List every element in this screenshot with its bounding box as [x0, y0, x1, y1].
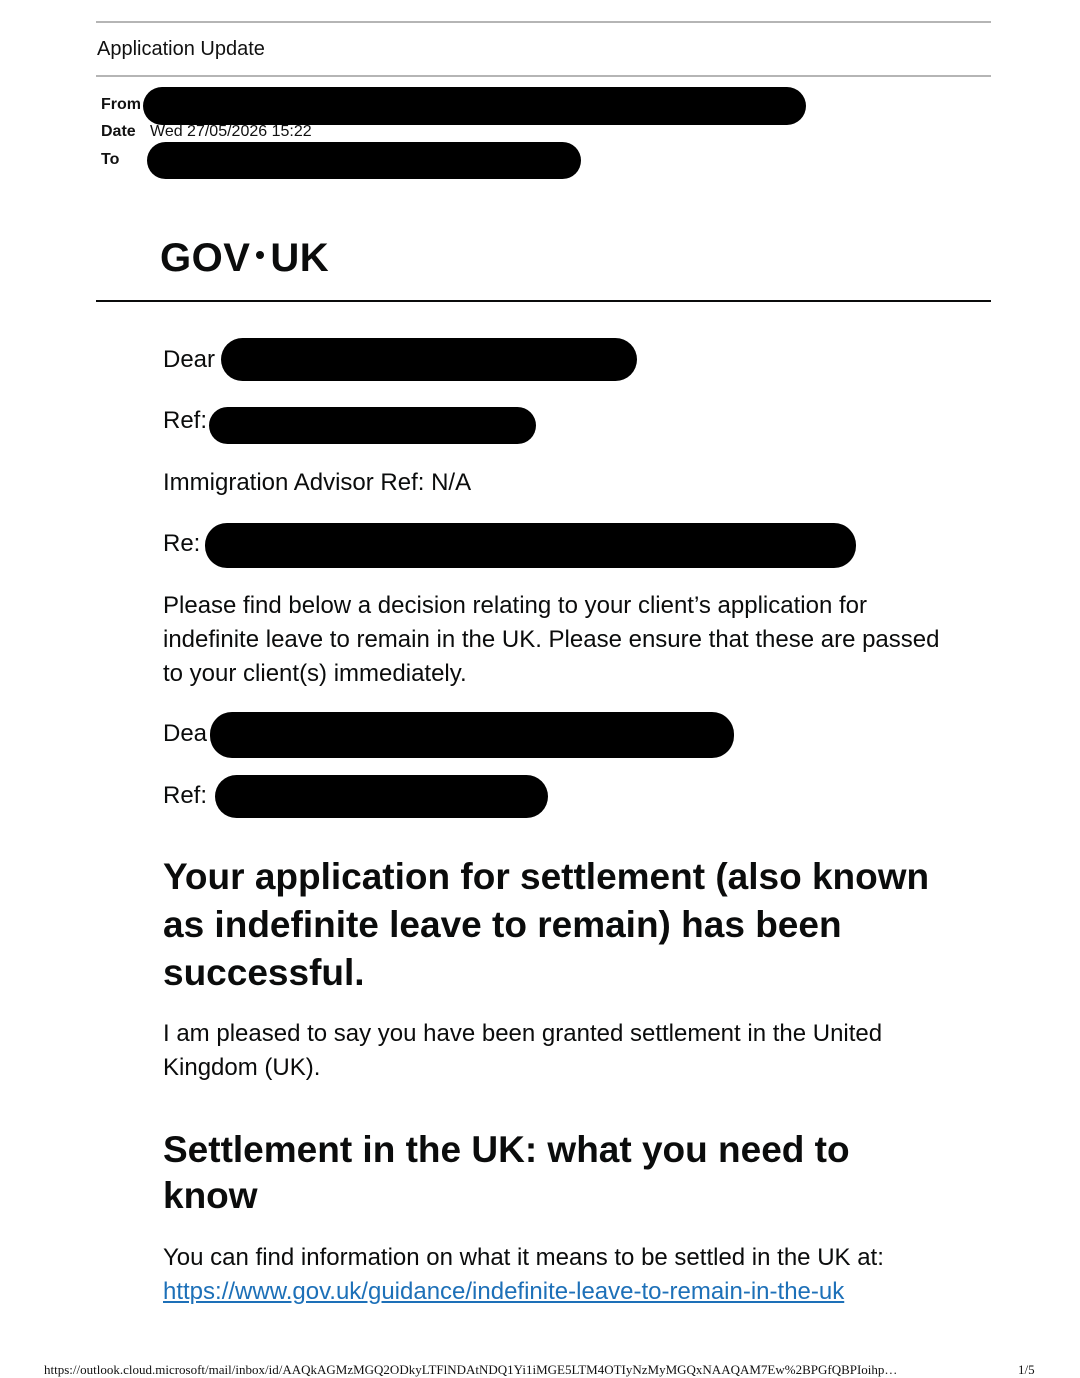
print-url: https://outlook.cloud.microsoft/mail/inbox/id/AAQkAGMzMGQ2ODkyLTFlNDAtNDQ1Yi1iMGE5LTM4OTIyNzMyMGQxNAAQAM7Ew%2BPGfQBPIoihp…	[44, 1362, 898, 1377]
advisor-ref: Immigration Advisor Ref: N/A	[163, 469, 472, 496]
settlement-heading: Settlement in the UK: what you need to know	[163, 1129, 850, 1216]
decision-heading: Your application for settlement (also known as indefinite leave to remain) has been successful.	[163, 856, 930, 993]
redacted-ref-1	[209, 407, 536, 444]
govuk-dot-icon	[256, 251, 264, 259]
dear-line-2: Dea	[163, 720, 208, 747]
page-number: 1/5	[1018, 1362, 1035, 1377]
info-prefix: You can find information on what it means to be settled in the UK at:	[163, 1244, 884, 1271]
redacted-to	[147, 142, 581, 179]
govuk-logo	[160, 236, 329, 281]
intro-paragraph: Please find below a decision relating to your client’s application for indefinite leave to remain in the UK. Please ensure that these are passed to your client(s) immediately.	[163, 592, 940, 687]
dear-line-1: Dear	[163, 346, 216, 373]
date-value: Wed 27/05/2026 15:22	[150, 123, 312, 140]
redacted-name-2	[210, 712, 734, 758]
redacted-name-1	[221, 338, 637, 381]
granted-paragraph: I am pleased to say you have been granted settlement in the United Kingdom (UK).	[163, 1020, 883, 1081]
top-rule	[96, 21, 991, 23]
redacted-ref-2	[215, 775, 548, 818]
ref-line-1: Ref:	[163, 407, 208, 434]
date-label: Date	[101, 123, 136, 140]
govuk-logo-right: UK	[270, 236, 330, 280]
brand-divider	[96, 300, 991, 302]
redacted-from	[143, 87, 806, 125]
govuk-logo-left: GOV	[160, 236, 251, 280]
email-subject: Application Update	[97, 38, 265, 60]
ref-line-2: Ref:	[163, 782, 208, 809]
from-label: From	[101, 96, 141, 113]
header-rule	[96, 75, 991, 77]
redacted-re	[205, 523, 856, 568]
settlement-guidance-link[interactable]: https://www.gov.uk/guidance/indefinite-leave-to-remain-in-the-uk	[163, 1278, 845, 1305]
re-line: Re:	[163, 530, 201, 557]
to-label: To	[101, 151, 120, 168]
info-paragraph	[163, 1241, 923, 1309]
